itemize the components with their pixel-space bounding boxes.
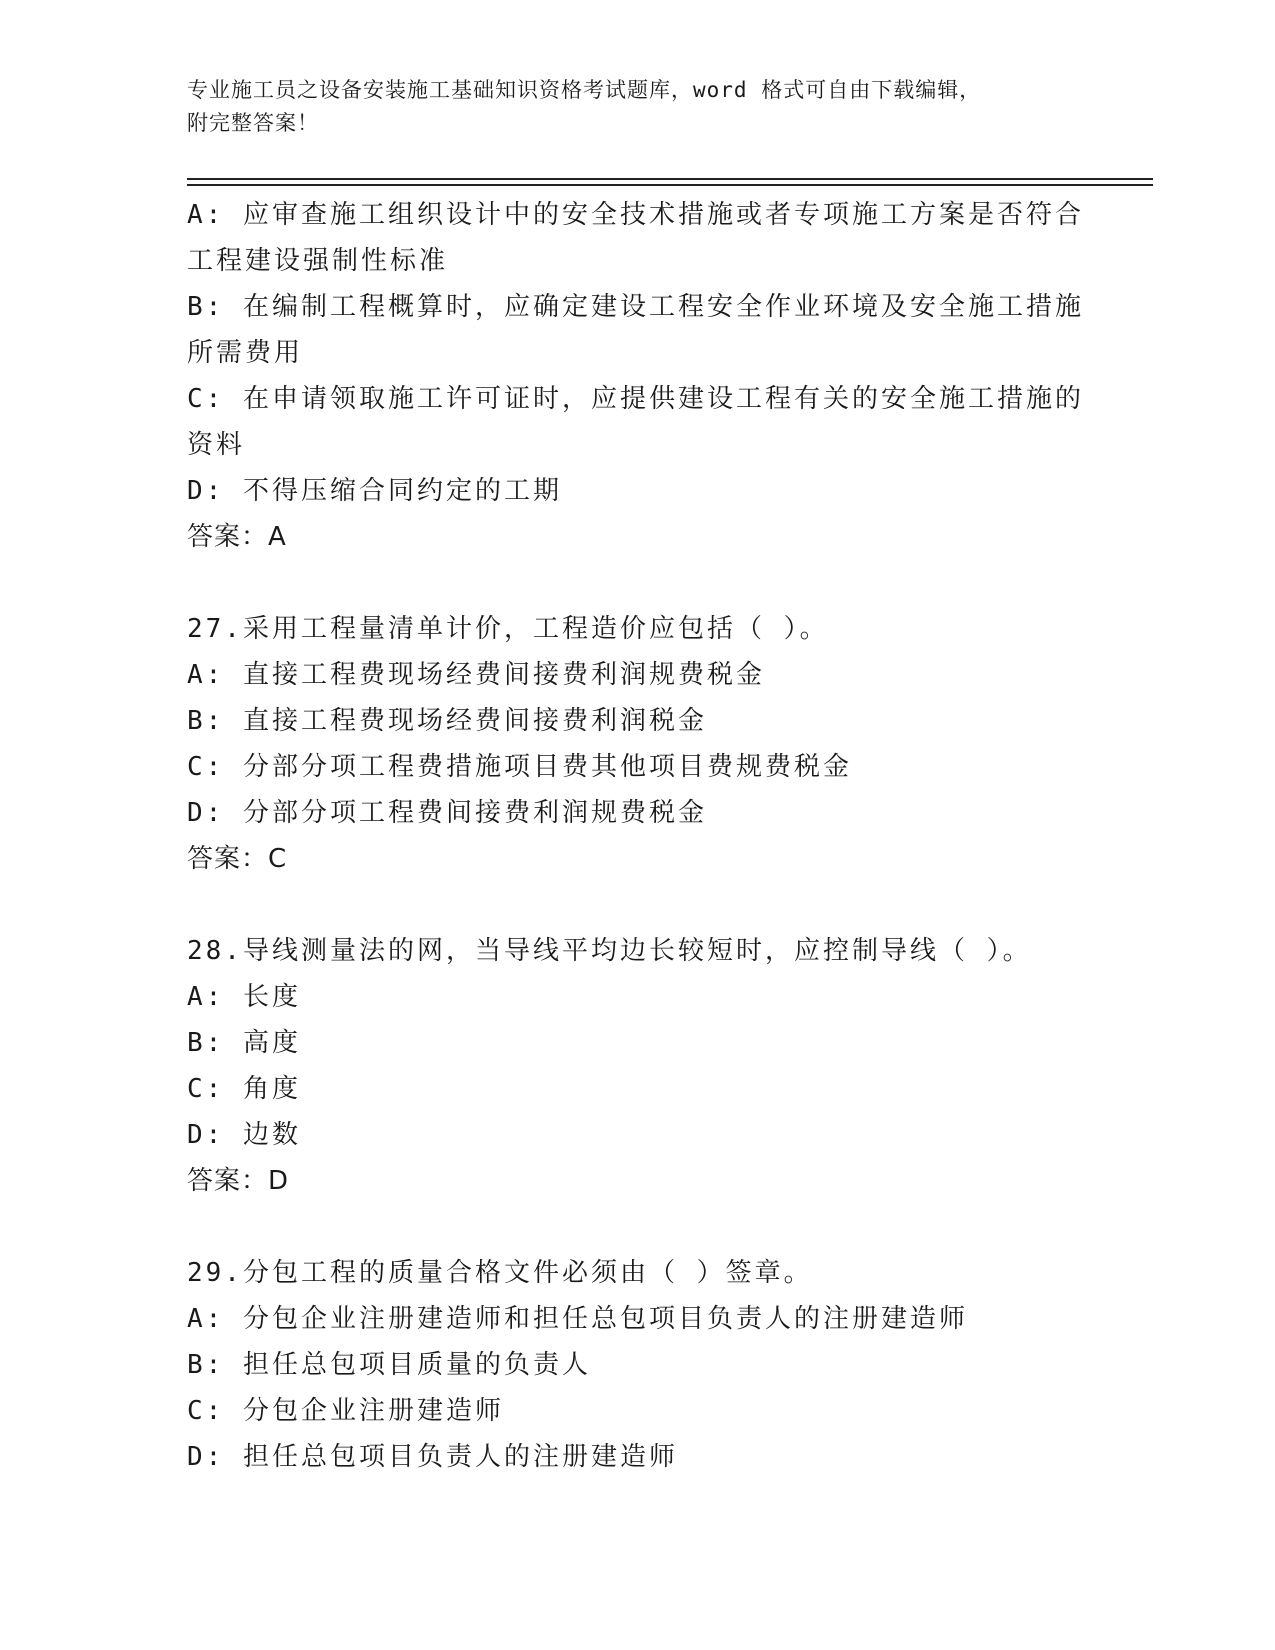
option-d: D: 不得压缩合同约定的工期	[187, 476, 562, 506]
option-c-line-2: 资料	[187, 430, 246, 460]
option-a: A: 分包企业注册建造师和担任总包项目负责人的注册建造师	[187, 1304, 968, 1334]
option-d: D: 分部分项工程费间接费利润规费税金	[187, 798, 707, 828]
question-list	[187, 192, 1087, 1480]
option-a-line-2: 工程建设强制性标准	[187, 246, 449, 276]
question-29-text: 29.分包工程的质量合格文件必须由（ ）签章。	[187, 1258, 813, 1288]
option-a: A: 长度	[187, 982, 301, 1012]
option-a-line-1: A: 应审查施工组织设计中的安全技术措施或者专项施工方案是否符合	[187, 200, 1084, 230]
option-c: C: 角度	[187, 1074, 301, 1104]
option-b-line-1: B: 在编制工程概算时，应确定建设工程安全作业环境及安全施工措施	[187, 292, 1084, 322]
spacer	[187, 1204, 1087, 1250]
question-26-options	[187, 192, 1087, 560]
option-d: D: 边数	[187, 1120, 301, 1150]
header-divider-bottom	[187, 184, 1153, 186]
document-header	[187, 74, 1087, 140]
question-27	[187, 606, 1087, 882]
header-divider-top	[187, 178, 1153, 180]
option-b: B: 直接工程费现场经费间接费利润税金	[187, 706, 707, 736]
option-b-line-2: 所需费用	[187, 338, 304, 368]
option-c-line-1: C: 在申请领取施工许可证时，应提供建设工程有关的安全施工措施的	[187, 384, 1084, 414]
header-line-2: 附完整答案！	[187, 111, 319, 135]
option-b: B: 担任总包项目质量的负责人	[187, 1350, 591, 1380]
header-line-1: 专业施工员之设备安装施工基础知识资格考试题库，word 格式可自由下载编辑，	[187, 78, 982, 102]
spacer	[187, 560, 1087, 606]
answer-26: 答案：A	[187, 522, 287, 552]
option-b: B: 高度	[187, 1028, 301, 1058]
option-c: C: 分部分项工程费措施项目费其他项目费规费税金	[187, 752, 852, 782]
option-c: C: 分包企业注册建造师	[187, 1396, 504, 1426]
spacer	[187, 882, 1087, 928]
answer-28: 答案：D	[187, 1166, 290, 1196]
question-27-text: 27.采用工程量清单计价，工程造价应包括（ ）。	[187, 614, 829, 644]
question-28	[187, 928, 1087, 1204]
option-d: D: 担任总包项目负责人的注册建造师	[187, 1442, 678, 1472]
question-29	[187, 1250, 1087, 1480]
question-28-text: 28.导线测量法的网，当导线平均边长较短时，应控制导线（ ）。	[187, 936, 1032, 966]
answer-27: 答案：C	[187, 844, 288, 874]
option-a: A: 直接工程费现场经费间接费利润规费税金	[187, 660, 765, 690]
